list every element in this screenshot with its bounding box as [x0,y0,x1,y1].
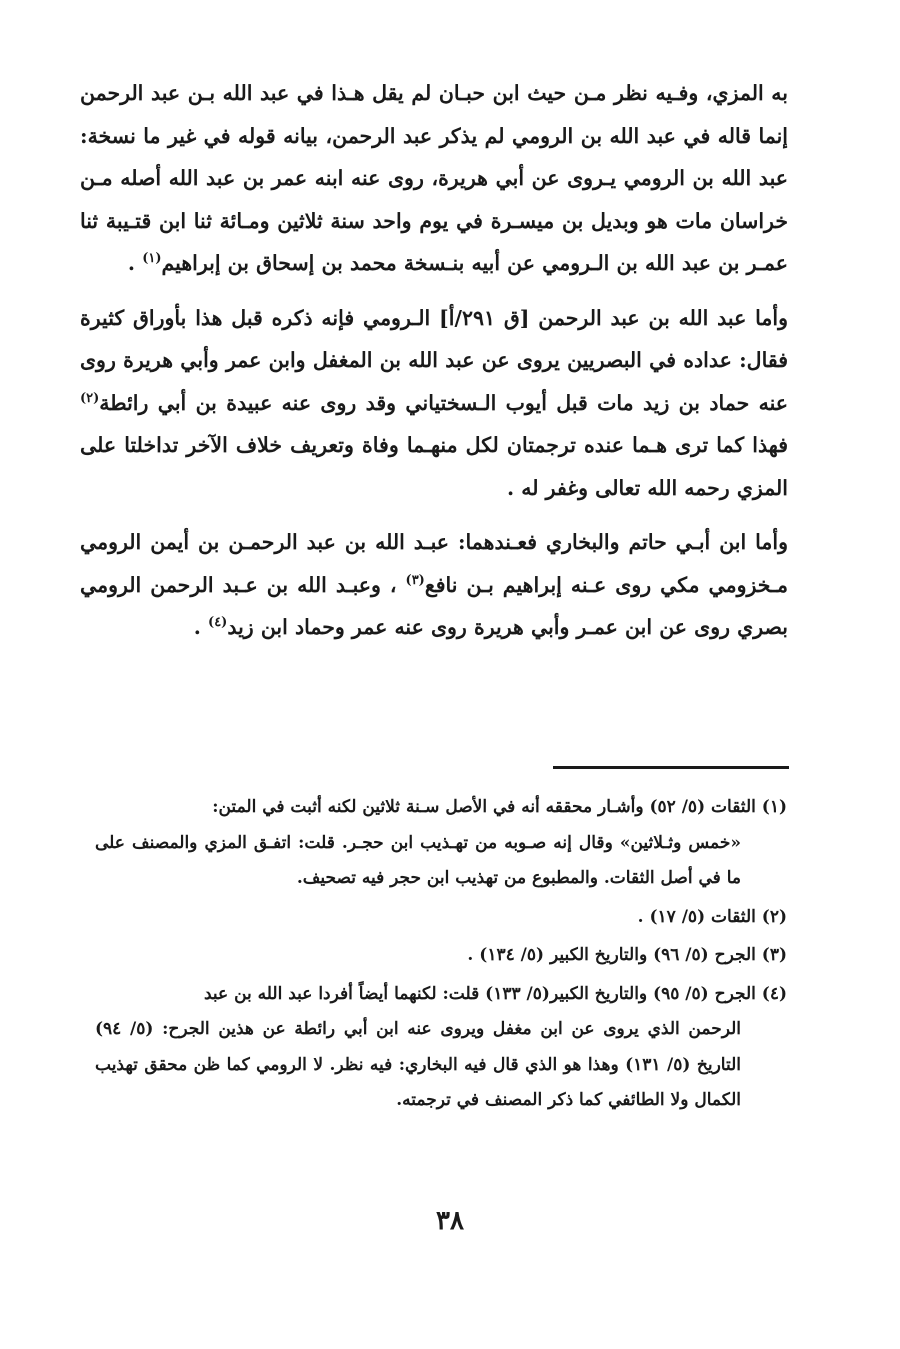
footnote-1 [95,790,787,897]
paragraph-2 [80,297,788,510]
paragraph-3 [80,521,788,649]
footnote-ref-2: (٢) [80,390,100,406]
footnote-ref-1: (١) [142,251,162,267]
footnote-3 [95,938,787,974]
footnote-ref-4: (٤) [208,615,228,631]
page-number: ٣٨ [436,1206,464,1236]
footnote-lead: (٣) الجرح (٥/ ٩٦) والتاريخ الكبير (٥/ ١٣٤) . [467,945,787,965]
paragraph-tail: . [127,251,143,275]
paragraph-text: وأما ابن أبـي حاتم والبخاري فعـندهما: عبـد الله بن عبد الرحمـن بن أيمن الرومي مـخزومي مكي روى عـنه إبراهيم بـن نافع [80,530,788,597]
footnote-lead: (٢) الثقات (٥/ ١٧) . [637,906,787,927]
footnotes [95,790,787,1122]
footnote-2 [95,900,787,936]
paragraph-text: وأما عبد الله بن عبد الرحمن [ق ٢٩١/أ] الـرومي فإنه ذكره قبل هذا بأوراق كثيرة فقال: عداده في البصريين يروى عن عبد الله بن المغفل وابن عمر وأبي هريرة روى عنه حماد بن زيد مات قبل أيوب الـسختياني وقد روى عنه عبيدة بن أبي رائطة [80,305,789,415]
paragraph-tail: ، وعبـد الله بن عـبد الرحمن الرومي بصري روى عن ابن عمـر وأبي هريرة روى عنه عمر وحماد ابن زيد [80,572,788,639]
paragraph-tail: فهذا كما ترى هـما عنده ترجمتان لكل منهـما وفاة وتعريف خلاف الآخر تداخلتا على المزي رحمه الله تعالى وغفر له . [80,433,788,500]
footnote-lead: (٤) الجرح (٥/ ٩٥) والتاريخ الكبير(٥/ ١٣٣) قلت: لكنهما أيضاً أفردا عبد الله بن عبد [203,983,787,1004]
footnote-continuation: الرحمن الذي يروى عن ابن مغفل ويروى عنه ابن أبي رائطة عن هذين الجرح: (٥/ ٩٤) التاريخ (٥/ ١٣١) وهذا هو الذي قال فيه البخاري: فيه نظر. لا الرومي كما ظن محقق تهذيب الكمال ولا الطائفي كما ذكر المصنف في ترجمته. [95,1019,741,1110]
paragraph-text: به المزي، وفـيه نظر مـن حيث ابن حبـان لم يقل هـذا في عبد الله بـن عبد الرحمن إنما قاله في عبد الله بن الرومي لم يذكر عبد الرحمن، بيانه قوله في غير ما نسخة: عبد الله بن الرومي يـروى عن أبي هريرة، روى عنه ابنه عمر بن عبد الله أصله مـن خراسان مات هو وبديل بن ميسـرة في يوم واحد سنة ثلاثين ومـائة ثنا ابن قتـيبة ثنا عمـر بن عبد الله بن الـرومي عن أبيه بنـسخة محمد بن إسحاق بن إبراهيم [80,81,788,275]
footnote-ref-3: (٣) [405,572,425,588]
footnote-lead: (١) الثقات (٥/ ٥٢) وأشـار محققه أنه في الأصل سـنة ثلاثين لكنه أثبت في المتن: [212,797,787,817]
footnote-4 [95,977,787,1119]
main-text [80,72,788,661]
footnote-continuation: «خمس وثـلاثين» وقال إنه صـوبه من تهـذيب ابن حجـر. قلت: اتفـق المزي والمصنف على ما في أصل الثقات. والمطبوع من تهذيب ابن حجر فيه تصحيف. [95,832,741,888]
paragraph-tail: . [193,615,209,639]
footnote-separator [553,766,789,769]
paragraph-1 [80,72,788,285]
